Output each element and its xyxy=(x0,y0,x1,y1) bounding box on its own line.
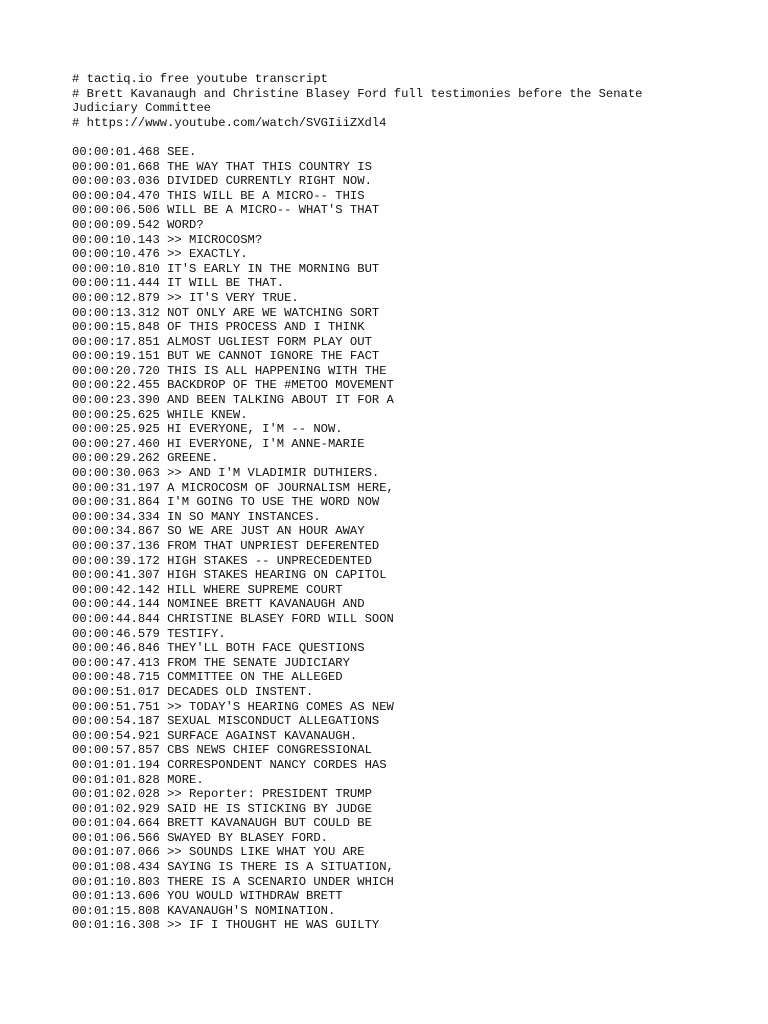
transcript-header xyxy=(72,72,702,130)
caption-text: THIS IS ALL HAPPENING WITH THE xyxy=(167,363,387,378)
timestamp: 00:00:54.921 xyxy=(72,728,160,743)
timestamp: 00:00:39.172 xyxy=(72,553,160,568)
transcript-line xyxy=(72,568,702,583)
transcript-line xyxy=(72,481,702,496)
timestamp: 00:00:10.143 xyxy=(72,232,160,247)
timestamp: 00:00:13.312 xyxy=(72,305,160,320)
caption-text: DECADES OLD INSTENT. xyxy=(167,684,314,699)
caption-text: >> TODAY'S HEARING COMES AS NEW xyxy=(167,699,394,714)
transcript-line xyxy=(72,904,702,919)
transcript-line xyxy=(72,539,702,554)
timestamp: 00:00:44.144 xyxy=(72,597,160,612)
transcript-line xyxy=(72,845,702,860)
transcript-line xyxy=(72,787,702,802)
transcript-line xyxy=(72,758,702,773)
timestamp: 00:00:30.063 xyxy=(72,466,160,481)
timestamp: 00:00:01.468 xyxy=(72,144,160,159)
transcript-line xyxy=(72,554,702,569)
caption-text: BRETT KAVANAUGH BUT COULD BE xyxy=(167,816,372,831)
caption-text: CBS NEWS CHIEF CONGRESSIONAL xyxy=(167,743,372,758)
transcript-line xyxy=(72,802,702,817)
transcript-line xyxy=(72,466,702,481)
caption-text: SURFACE AGAINST KAVANAUGH. xyxy=(167,728,358,743)
caption-text: HIGH STAKES -- UNPRECEDENTED xyxy=(167,553,372,568)
transcript-line xyxy=(72,335,702,350)
transcript-line xyxy=(72,510,702,525)
caption-text: A MICROCOSM OF JOURNALISM HERE, xyxy=(167,480,394,495)
timestamp: 00:01:07.066 xyxy=(72,845,160,860)
transcript-line xyxy=(72,174,702,189)
transcript-line xyxy=(72,233,702,248)
timestamp: 00:01:02.028 xyxy=(72,787,160,802)
timestamp: 00:01:01.194 xyxy=(72,757,160,772)
timestamp: 00:00:31.197 xyxy=(72,480,160,495)
caption-text: HILL WHERE SUPREME COURT xyxy=(167,582,343,597)
caption-text: WORD? xyxy=(167,217,204,232)
caption-text: DIVIDED CURRENTLY RIGHT NOW. xyxy=(167,174,372,189)
transcript-line xyxy=(72,860,702,875)
transcript-line xyxy=(72,262,702,277)
caption-text: IT'S EARLY IN THE MORNING BUT xyxy=(167,261,380,276)
transcript-line xyxy=(72,641,702,656)
timestamp: 00:00:31.864 xyxy=(72,495,160,510)
transcript-line xyxy=(72,393,702,408)
timestamp: 00:00:10.476 xyxy=(72,247,160,262)
timestamp: 00:00:46.846 xyxy=(72,641,160,656)
caption-text: OF THIS PROCESS AND I THINK xyxy=(167,320,365,335)
caption-text: WILL BE A MICRO-- WHAT'S THAT xyxy=(167,203,380,218)
transcript-line xyxy=(72,627,702,642)
transcript-line xyxy=(72,495,702,510)
transcript-line xyxy=(72,189,702,204)
caption-text: SO WE ARE JUST AN HOUR AWAY xyxy=(167,524,365,539)
transcript-line xyxy=(72,349,702,364)
transcript-line xyxy=(72,583,702,598)
caption-text: AND BEEN TALKING ABOUT IT FOR A xyxy=(167,393,394,408)
timestamp: 00:00:37.136 xyxy=(72,539,160,553)
transcript-line xyxy=(72,875,702,890)
timestamp: 00:01:10.803 xyxy=(72,874,160,889)
caption-text: IN SO MANY INSTANCES. xyxy=(167,509,321,524)
caption-text: BUT WE CANNOT IGNORE THE FACT xyxy=(167,349,380,364)
transcript-line xyxy=(72,773,702,788)
transcript-line xyxy=(72,831,702,846)
caption-text: THIS WILL BE A MICRO-- THIS xyxy=(167,188,365,203)
caption-text: IT WILL BE THAT. xyxy=(167,276,285,291)
header-source-line: # tactiq.io free youtube transcript xyxy=(72,72,328,86)
header-url-line: # https://www.youtube.com/watch/SVGIiiZXdl4 xyxy=(72,115,387,130)
timestamp: 00:00:01.668 xyxy=(72,159,160,174)
caption-text: FROM THAT UNPRIEST DEFERENTED xyxy=(167,539,380,553)
caption-text: THERE IS A SCENARIO UNDER WHICH xyxy=(167,874,394,889)
caption-text: SWAYED BY BLASEY FORD. xyxy=(167,830,328,845)
transcript-line xyxy=(72,918,702,933)
caption-text: HI EVERYONE, I'M -- NOW. xyxy=(167,422,343,437)
caption-text: THE WAY THAT THIS COUNTRY IS xyxy=(167,159,372,174)
timestamp: 00:00:25.925 xyxy=(72,422,160,437)
timestamp: 00:00:17.851 xyxy=(72,334,160,349)
timestamp: 00:00:09.542 xyxy=(72,217,160,232)
caption-text: SEE. xyxy=(167,144,197,159)
timestamp: 00:00:27.460 xyxy=(72,436,160,451)
transcript-line xyxy=(72,451,702,466)
caption-text: GREENE. xyxy=(167,451,219,466)
timestamp: 00:00:19.151 xyxy=(72,349,160,364)
transcript-line xyxy=(72,700,702,715)
transcript-document xyxy=(72,72,702,933)
transcript-line xyxy=(72,276,702,291)
timestamp: 00:00:46.579 xyxy=(72,626,160,641)
timestamp: 00:01:16.308 xyxy=(72,918,160,933)
timestamp: 00:00:04.470 xyxy=(72,188,160,203)
transcript-line xyxy=(72,889,702,904)
transcript-line xyxy=(72,306,702,321)
caption-text: >> IF I THOUGHT HE WAS GUILTY xyxy=(167,918,380,933)
timestamp: 00:00:34.867 xyxy=(72,524,160,539)
caption-text: NOT ONLY ARE WE WATCHING SORT xyxy=(167,305,380,320)
transcript-line xyxy=(72,422,702,437)
caption-text: HIGH STAKES HEARING ON CAPITOL xyxy=(167,568,387,583)
transcript-line xyxy=(72,145,702,160)
timestamp: 00:00:03.036 xyxy=(72,174,160,189)
timestamp: 00:00:51.751 xyxy=(72,699,160,714)
caption-text: NOMINEE BRETT KAVANAUGH AND xyxy=(167,597,365,612)
header-title-line: # Brett Kavanaugh and Christine Blasey Ford full testimonies before the Senate Judiciary Committee xyxy=(72,86,650,116)
timestamp: 00:01:15.808 xyxy=(72,903,160,918)
timestamp: 00:00:22.455 xyxy=(72,378,160,393)
caption-text: COMMITTEE ON THE ALLEGED xyxy=(167,670,343,685)
caption-text: CORRESPONDENT NANCY CORDES HAS xyxy=(167,757,387,772)
transcript-line xyxy=(72,218,702,233)
transcript-line xyxy=(72,408,702,423)
transcript-line xyxy=(72,729,702,744)
timestamp: 00:00:10.810 xyxy=(72,261,160,276)
transcript-line xyxy=(72,291,702,306)
caption-text: ALMOST UGLIEST FORM PLAY OUT xyxy=(167,334,372,349)
caption-text: YOU WOULD WITHDRAW BRETT xyxy=(167,889,343,904)
caption-text: HI EVERYONE, I'M ANNE-MARIE xyxy=(167,436,365,451)
transcript-line xyxy=(72,597,702,612)
timestamp: 00:00:47.413 xyxy=(72,655,160,670)
transcript-line xyxy=(72,670,702,685)
caption-text: TESTIFY. xyxy=(167,626,226,641)
transcript-line xyxy=(72,714,702,729)
timestamp: 00:00:23.390 xyxy=(72,393,160,408)
timestamp: 00:00:29.262 xyxy=(72,451,160,466)
transcript-line xyxy=(72,612,702,627)
caption-text: >> IT'S VERY TRUE. xyxy=(167,290,299,305)
transcript-line xyxy=(72,378,702,393)
transcript-line xyxy=(72,364,702,379)
transcript-line xyxy=(72,160,702,175)
timestamp: 00:00:54.187 xyxy=(72,714,160,729)
caption-text: >> EXACTLY. xyxy=(167,247,248,262)
timestamp: 00:00:06.506 xyxy=(72,203,160,218)
timestamp: 00:00:15.848 xyxy=(72,320,160,335)
transcript-line xyxy=(72,816,702,831)
caption-text: >> Reporter: PRESIDENT TRUMP xyxy=(167,787,372,802)
caption-text: CHRISTINE BLASEY FORD WILL SOON xyxy=(167,611,394,626)
caption-text: I'M GOING TO USE THE WORD NOW xyxy=(167,495,380,510)
transcript-line xyxy=(72,685,702,700)
caption-text: SAID HE IS STICKING BY JUDGE xyxy=(167,801,372,816)
timestamp: 00:00:12.879 xyxy=(72,290,160,305)
caption-text: THEY'LL BOTH FACE QUESTIONS xyxy=(167,641,365,656)
transcript-line xyxy=(72,437,702,452)
timestamp: 00:01:08.434 xyxy=(72,860,160,875)
timestamp: 00:01:13.606 xyxy=(72,889,160,904)
timestamp: 00:01:01.828 xyxy=(72,772,160,787)
transcript-body xyxy=(72,145,702,933)
timestamp: 00:00:51.017 xyxy=(72,684,160,699)
transcript-line xyxy=(72,524,702,539)
caption-text: >> SOUNDS LIKE WHAT YOU ARE xyxy=(167,845,365,860)
transcript-line xyxy=(72,656,702,671)
timestamp: 00:01:06.566 xyxy=(72,830,160,845)
timestamp: 00:00:34.334 xyxy=(72,509,160,524)
caption-text: KAVANAUGH'S NOMINATION. xyxy=(167,903,336,918)
timestamp: 00:00:11.444 xyxy=(72,276,160,291)
caption-text: WHILE KNEW. xyxy=(167,407,248,422)
timestamp: 00:00:57.857 xyxy=(72,743,160,758)
caption-text: BACKDROP OF THE #METOO MOVEMENT xyxy=(167,378,394,393)
timestamp: 00:01:02.929 xyxy=(72,801,160,816)
caption-text: SAYING IS THERE IS A SITUATION, xyxy=(167,860,394,875)
timestamp: 00:00:48.715 xyxy=(72,670,160,685)
caption-text: >> AND I'M VLADIMIR DUTHIERS. xyxy=(167,466,380,481)
caption-text: SEXUAL MISCONDUCT ALLEGATIONS xyxy=(167,714,380,729)
timestamp: 00:00:41.307 xyxy=(72,568,160,583)
caption-text: FROM THE SENATE JUDICIARY xyxy=(167,655,350,670)
transcript-line xyxy=(72,247,702,262)
caption-text: MORE. xyxy=(167,772,204,787)
timestamp: 00:00:44.844 xyxy=(72,611,160,626)
timestamp: 00:00:42.142 xyxy=(72,582,160,597)
transcript-line xyxy=(72,743,702,758)
timestamp: 00:00:20.720 xyxy=(72,363,160,378)
transcript-line xyxy=(72,320,702,335)
timestamp: 00:00:25.625 xyxy=(72,407,160,422)
caption-text: >> MICROCOSM? xyxy=(167,232,263,247)
timestamp: 00:01:04.664 xyxy=(72,816,160,831)
transcript-line xyxy=(72,203,702,218)
